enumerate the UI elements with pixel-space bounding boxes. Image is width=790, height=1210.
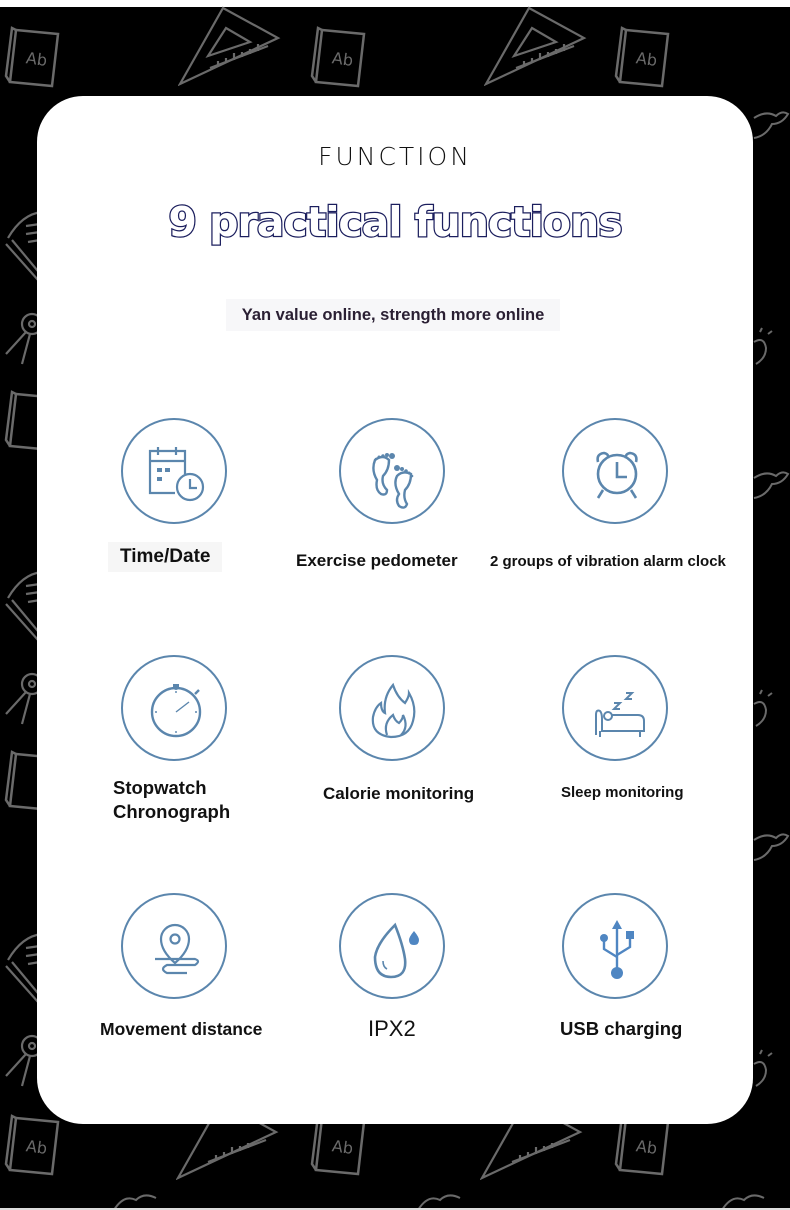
subtitle: Yan value online, strength more online	[226, 299, 560, 331]
feature-label: Sleep monitoring	[561, 784, 684, 801]
keys-icon	[2, 1030, 42, 1090]
location-route-icon	[123, 895, 225, 997]
book-ab-icon	[308, 24, 368, 92]
feature-label: Exercise pedometer	[296, 551, 458, 570]
water-drop-icon	[341, 895, 443, 997]
feature-pedometer	[339, 418, 449, 528]
feature-label-line1: Stopwatch	[113, 777, 207, 798]
svg-text:Ab: Ab	[330, 1136, 355, 1159]
set-square-ruler-icon	[484, 6, 589, 86]
winged-heart-icon	[718, 1190, 768, 1210]
lightbulb-icon	[752, 1048, 782, 1092]
calendar-clock-icon	[123, 420, 225, 522]
feature-label: Time/Date	[108, 542, 222, 572]
book-ab-icon	[2, 24, 62, 92]
book-ab-icon	[612, 24, 672, 92]
lightbulb-icon	[752, 326, 782, 370]
keys-icon	[2, 308, 42, 368]
svg-text:Ab: Ab	[634, 1136, 659, 1159]
feature-sleep	[562, 655, 672, 765]
feature-calorie	[339, 655, 449, 765]
sleep-bed-icon	[564, 657, 666, 759]
svg-text:Ab: Ab	[24, 48, 49, 71]
flame-icon	[341, 657, 443, 759]
feature-stopwatch	[121, 655, 231, 765]
open-book-icon	[2, 568, 42, 643]
feature-label: 2 groups of vibration alarm clock	[490, 553, 726, 570]
winged-heart-icon	[752, 830, 790, 870]
lightbulb-icon	[752, 688, 782, 732]
open-book-icon	[2, 930, 42, 1005]
feature-alarm	[562, 418, 672, 528]
feature-label: USB charging	[560, 1018, 683, 1039]
page-title: 9 practical functions	[168, 198, 622, 246]
feature-usb-charging	[562, 893, 672, 1003]
section-eyebrow: FUNCTION	[318, 142, 472, 171]
alarm-clock-icon	[564, 420, 666, 522]
svg-text:Ab: Ab	[330, 48, 355, 71]
winged-heart-icon	[752, 468, 790, 508]
svg-text:Ab: Ab	[634, 48, 659, 71]
feature-label: IPX2	[368, 1016, 416, 1041]
book-ab-icon	[2, 1112, 62, 1180]
keys-icon	[2, 668, 42, 728]
winged-heart-icon	[110, 1190, 160, 1210]
feature-distance	[121, 893, 231, 1003]
feature-label: Calorie monitoring	[323, 784, 475, 803]
feature-waterproof	[339, 893, 449, 1003]
feature-label-line2: Chronograph	[113, 801, 231, 822]
feature-label	[101, 772, 242, 828]
usb-icon	[564, 895, 666, 997]
set-square-ruler-icon	[178, 6, 283, 86]
winged-heart-icon	[414, 1190, 464, 1210]
footprints-icon	[341, 420, 443, 522]
feature-time-date	[121, 418, 231, 528]
stopwatch-icon	[123, 657, 225, 759]
svg-text:Ab: Ab	[24, 1136, 49, 1159]
feature-label: Movement distance	[100, 1019, 263, 1039]
